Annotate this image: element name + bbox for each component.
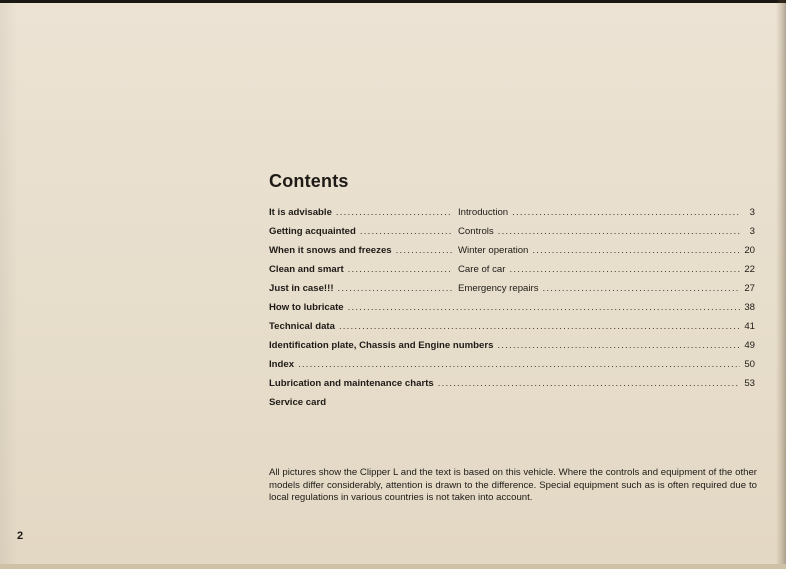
page-right-edge xyxy=(776,0,786,569)
toc-row xyxy=(269,378,755,397)
leader-dots xyxy=(339,321,740,332)
toc-left-label: Getting acquainted xyxy=(269,226,356,237)
toc-left-label: Just in case!!! xyxy=(269,283,334,294)
note-paragraph: All pictures show the Clipper L and the text is based on this vehicle. Where the controls and equipment of the other models differ considerably, attention is drawn to the difference. Special equipment such as is often required due to local regulations in various countries is not taken into account. xyxy=(269,467,757,503)
toc-left-label: How to lubricate xyxy=(269,302,344,313)
toc-page-number: 3 xyxy=(749,207,755,218)
page-number: 2 xyxy=(17,530,24,542)
toc-page-number: 20 xyxy=(744,245,755,256)
toc-left-label: Identification plate, Chassis and Engine numbers xyxy=(269,340,494,351)
toc-left-label: Technical data xyxy=(269,321,335,332)
toc-page-number: 27 xyxy=(744,283,755,294)
toc-page-number: 53 xyxy=(744,378,755,389)
page-title: Contents xyxy=(269,171,349,191)
toc-left-label: Lubrication and maintenance charts xyxy=(269,378,434,389)
leader-dots xyxy=(348,302,740,313)
toc-page-number: 50 xyxy=(744,359,755,370)
toc-right-label: Introduction xyxy=(458,207,509,218)
toc-page-number: 22 xyxy=(744,264,755,275)
toc-left-label: It is advisable xyxy=(269,207,332,218)
toc-row xyxy=(269,226,755,245)
toc-row xyxy=(269,302,755,321)
leader-dots xyxy=(497,340,740,351)
toc-row xyxy=(269,359,755,378)
leader-dots xyxy=(543,283,740,294)
leader-dots xyxy=(348,264,452,275)
toc-left-label: Service card xyxy=(269,397,327,408)
toc-page-number: 49 xyxy=(744,340,755,351)
toc-row xyxy=(269,397,755,416)
leader-dots xyxy=(396,245,452,256)
toc-left-label: Clean and smart xyxy=(269,264,344,275)
leader-dots xyxy=(336,207,452,218)
toc-row xyxy=(269,245,755,264)
leader-dots xyxy=(498,226,740,237)
leader-dots xyxy=(338,283,452,294)
leader-dots xyxy=(298,359,740,370)
table-of-contents xyxy=(269,207,755,416)
toc-row xyxy=(269,264,755,283)
page-top-edge xyxy=(0,0,786,3)
toc-row xyxy=(269,207,755,226)
toc-right-label: Winter operation xyxy=(458,245,529,256)
leader-dots xyxy=(360,226,452,237)
page-bottom-edge xyxy=(0,564,786,569)
toc-page-number: 38 xyxy=(744,302,755,313)
toc-page-number: 3 xyxy=(749,226,755,237)
leader-dots xyxy=(512,207,740,218)
leader-dots xyxy=(509,264,740,275)
toc-page-number: 41 xyxy=(744,321,755,332)
leader-dots xyxy=(438,378,740,389)
toc-row xyxy=(269,340,755,359)
toc-right-label: Emergency repairs xyxy=(458,283,539,294)
toc-left-label: When it snows and freezes xyxy=(269,245,392,256)
leader-dots xyxy=(532,245,740,256)
toc-row xyxy=(269,321,755,340)
toc-row xyxy=(269,283,755,302)
toc-left-label: Index xyxy=(269,359,295,370)
toc-right-label: Controls xyxy=(458,226,494,237)
toc-right-label: Care of car xyxy=(458,264,506,275)
